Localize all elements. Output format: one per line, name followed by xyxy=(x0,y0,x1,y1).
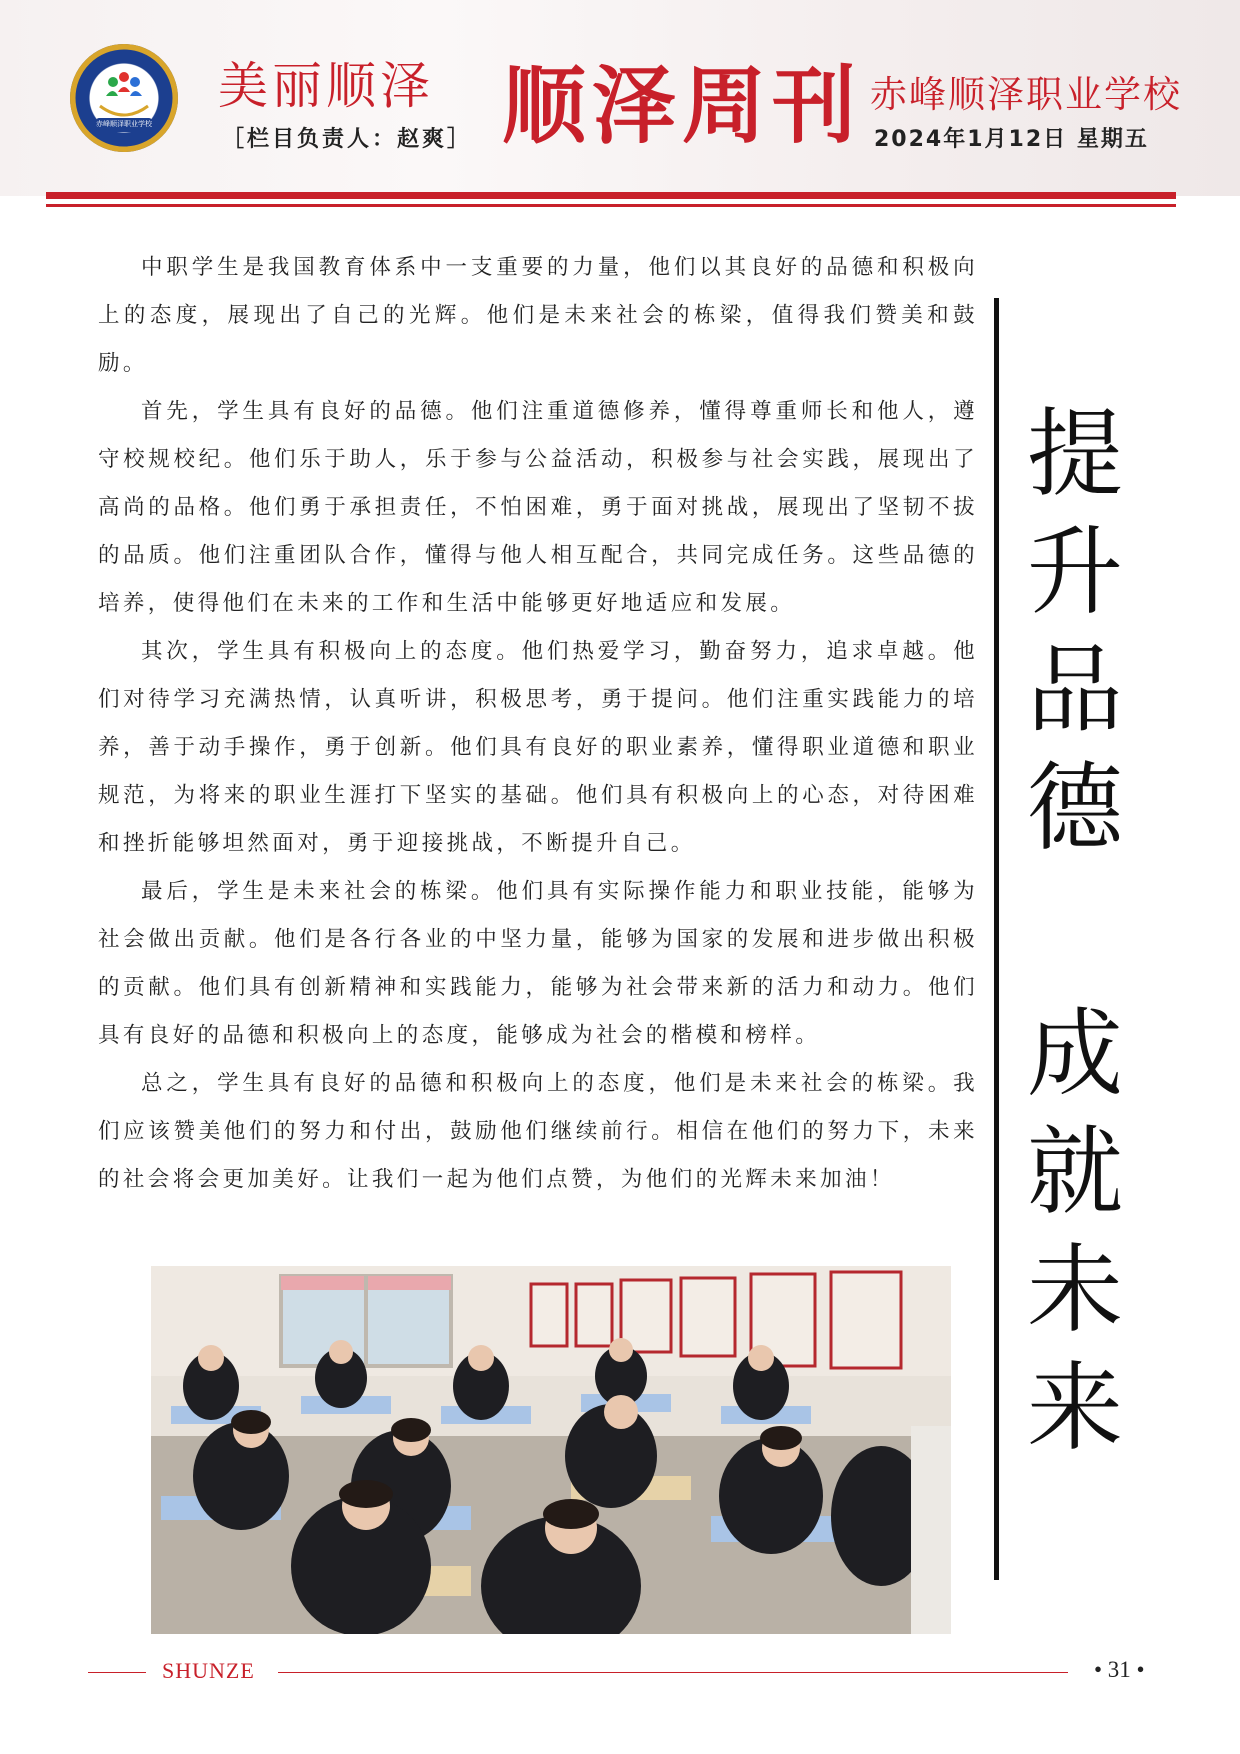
issue-date: 2024年1月12日 星期五 xyxy=(874,127,1149,152)
column-editor: ［栏目负责人：赵爽］ xyxy=(222,127,473,152)
side-title-line2 xyxy=(1025,995,1125,1467)
logo-text: 赤峰顺泽职业学校 xyxy=(96,120,152,128)
side-title-char: 未 xyxy=(1027,1234,1123,1346)
footer-rule-middle xyxy=(278,1672,1068,1673)
school-logo-icon xyxy=(70,44,178,152)
side-title-char: 德 xyxy=(1027,752,1123,864)
side-title-char: 品 xyxy=(1027,634,1123,746)
header-rule-thin xyxy=(46,204,1176,207)
side-divider xyxy=(994,298,999,1580)
side-title-char: 升 xyxy=(1027,516,1123,628)
magazine-title: 顺泽周刊 xyxy=(502,56,863,155)
school-logo xyxy=(70,44,178,152)
school-name: 赤峰顺泽职业学校 xyxy=(870,73,1182,116)
side-title-char: 提 xyxy=(1027,398,1123,510)
classroom-photo xyxy=(151,1266,951,1634)
classroom-photo-image xyxy=(151,1266,951,1634)
header-rule-thick xyxy=(46,192,1176,199)
article-paragraph: 其次，学生具有积极向上的态度。他们热爱学习，勤奋努力，追求卓越。他们对待学习充满热情，认真听讲，积极思考，勇于提问。他们注重实践能力的培养，善于动手操作，勇于创新。他们具有良好的职业素养，懂得职业道德和职业规范，为将来的职业生涯打下坚实的基础。他们具有积极向上的心态，对待困难和挫折能够坦然面对，勇于迎接挑战，不断提升自己。 xyxy=(98,639,978,856)
article-paragraph: 中职学生是我国教育体系中一支重要的力量，他们以其良好的品德和积极向上的态度，展现出了自己的光辉。他们是未来社会的栋梁，值得我们赞美和鼓励。 xyxy=(98,255,978,376)
article-body xyxy=(98,244,978,1204)
page-number: • 31 • xyxy=(1094,1657,1145,1682)
article-paragraph: 总之，学生具有良好的品德和积极向上的态度，他们是未来社会的栋梁。我们应该赞美他们的努力和付出，鼓励他们继续前行。相信在他们的努力下，未来的社会将会更加美好。让我们一起为他们点赞，为他们的光辉未来加油！ xyxy=(98,1071,978,1192)
article-paragraph: 最后，学生是未来社会的栋梁。他们具有实际操作能力和职业技能，能够为社会做出贡献。他们是各行各业的中坚力量，能够为国家的发展和进步做出积极的贡献。他们具有创新精神和实践能力，能够为社会带来新的活力和动力。他们具有良好的品德和积极向上的态度，能够成为社会的楷模和榜样。 xyxy=(98,879,978,1048)
column-title: 美丽顺泽 xyxy=(218,57,434,115)
side-title-line1 xyxy=(1025,395,1125,867)
footer-rule-left xyxy=(88,1672,146,1673)
article-paragraph: 首先，学生具有良好的品德。他们注重道德修养，懂得尊重师长和他人，遵守校规校纪。他们乐于助人，乐于参与公益活动，积极参与社会实践，展现出了高尚的品格。他们勇于承担责任，不怕困难，勇于面对挑战，展现出了坚韧不拔的品质。他们注重团队合作，懂得与他人相互配合，共同完成任务。这些品德的培养，使得他们在未来的工作和生活中能够更好地适应和发展。 xyxy=(98,399,978,616)
side-title-char: 来 xyxy=(1027,1352,1123,1464)
side-title-char: 成 xyxy=(1027,998,1123,1110)
side-title-char: 就 xyxy=(1027,1116,1123,1228)
footer-brand: SHUNZE xyxy=(162,1658,255,1683)
